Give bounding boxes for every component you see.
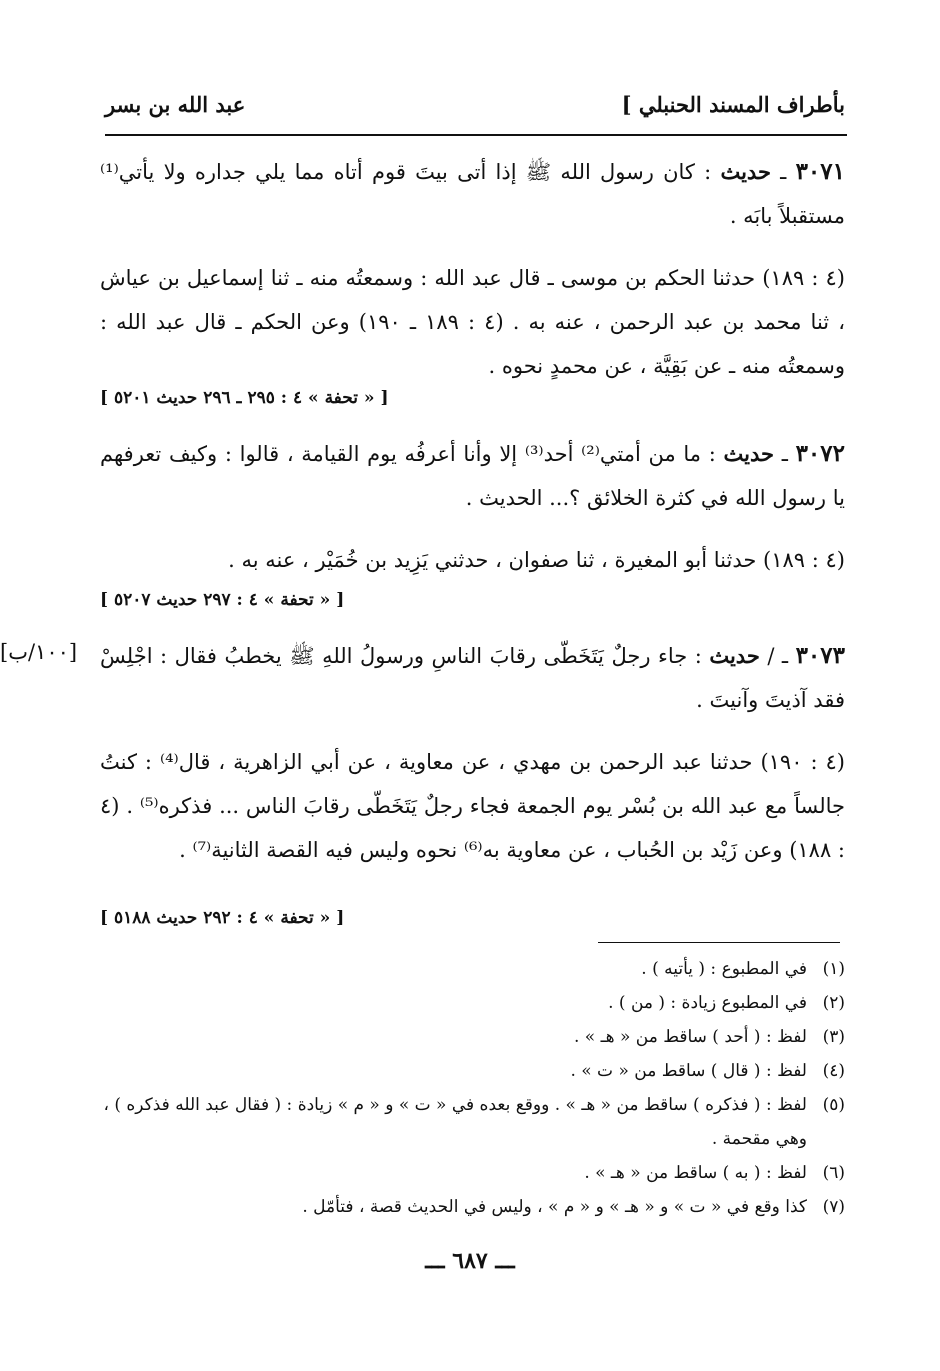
footnote-text: لفظ : ( قال ) ساقط من « ت » . <box>570 1061 807 1081</box>
footnote-separator <box>598 942 840 943</box>
footnote <box>100 952 845 986</box>
footnote-text: كذا وقع في « ت » و « هـ » و « م » ، وليس في الحديث قصة ، فتأمّل . <box>302 1197 807 1217</box>
footnote <box>100 1156 845 1190</box>
footnote-text: لفظ : ( به ) ساقط من « هـ » . <box>584 1163 807 1183</box>
book-title-header: بأطراف المسند الحنبلي ] <box>621 92 845 117</box>
hadith-3073-text <box>100 634 845 722</box>
footnote-number: (٦) <box>822 1163 845 1183</box>
footnote-text: في المطبوع زيادة : ( من ) . <box>608 993 807 1013</box>
footnote-text: لفظ : ( فذكره ) ساقط من « هـ » . ووقع بعده في « ت » و « م » زيادة : ( فقال عبد الله فذكره ) ، وهي مقحمة . <box>103 1095 807 1149</box>
manuscript-folio-marker: [١٠٠/ب] <box>0 640 78 664</box>
page-number: ـــ ٦٨٧ ـــ <box>425 1248 515 1274</box>
footnote <box>100 1054 845 1088</box>
footnote-number: (٧) <box>822 1197 845 1217</box>
hadith-3071-text <box>100 150 845 238</box>
hadith-number: ٣٠٧٣ <box>795 642 845 669</box>
hadith-keyword: حديث <box>723 441 775 466</box>
hadith-matn: : ما من أمتي⁽²⁾ أحد⁽³⁾ إلا وأنا أعرفُه يوم القيامة ، قالوا : وكيف تعرفهم يا رسول الله في كثرة الخلائق ؟... الحديث . <box>100 442 845 510</box>
footnote-number: (٤) <box>822 1061 845 1081</box>
hadith-dash: ـ <box>781 442 788 466</box>
running-header <box>105 92 845 126</box>
hadith-3073-tuhfa: [ « تحفة » ٤ : ٢٩٢ حديث ٥١٨٨ ] <box>100 908 345 928</box>
footnote-number: (٣) <box>822 1027 845 1047</box>
hadith-3073-chain: (٤ : ١٩٠) حدثنا عبد الرحمن بن مهدي ، عن معاوية ، عن أبي الزاهرية ، قال⁽⁴⁾ : كنتُ جالساً مع عبد الله بن بُسْر يوم الجمعة فجاء رجلٌ يَتَخَطّى رقابَ الناس ... فذكره⁽⁵⁾ . (٤ : ١٨٨) وعن زَيْد بن الحُباب ، عن معاوية به⁽⁶⁾ نحوه وليس فيه القصة الثانية⁽⁷⁾ . <box>100 750 845 862</box>
section-title-header: عبد الله بن بسر <box>105 92 246 117</box>
hadith-3072-chain: (٤ : ١٨٩) حدثنا أبو المغيرة ، ثنا صفوان ، حدثني يَزِيد بن خُمَيْر ، عنه به . <box>228 548 845 572</box>
hadith-3071-chain: (٤ : ١٨٩) حدثنا الحكم بن موسى ـ قال عبد الله : وسمعتُه منه ـ ثنا إسماعيل بن عياش ، ثنا محمد بن عبد الرحمن ، عنه به . (٤ : ١٨٩ ـ ١٩٠) وعن الحكم ـ قال عبد الله : وسمعتُه منه ـ عن بَقِيَّة ، عن محمدٍ نحوه . <box>100 266 845 378</box>
footnote-number: (١) <box>822 959 845 979</box>
footnotes <box>100 952 845 1224</box>
hadith-number: ٣٠٧٢ <box>795 440 845 467</box>
hadith-number: ٣٠٧١ <box>795 158 845 185</box>
hadith-matn: : كان رسول الله ﷺ إذا أتى بيتَ قوم أتاه مما يلي جداره ولا يأتي⁽¹⁾ مستقبلاً بابَه . <box>100 160 845 228</box>
footnote <box>100 986 845 1020</box>
footnote <box>100 1020 845 1054</box>
hadith-3072-text <box>100 432 845 520</box>
hadith-matn: : جاء رجلٌ يَتَخَطّى رقابَ الناسِ ورسولُ اللهِ ﷺ يخطبُ فقال : اجْلِسْ فقد آذيتَ وآنيتَ . <box>100 644 845 712</box>
footnote <box>100 1088 845 1156</box>
hadith-dash: ـ <box>780 160 787 184</box>
hadith-dash: ـ / <box>767 644 789 668</box>
footnote-text: في المطبوع : ( يأتيه ) . <box>641 959 807 979</box>
footnote-number: (٥) <box>822 1095 845 1115</box>
footnote <box>100 1190 845 1224</box>
footnote-number: (٢) <box>822 993 845 1013</box>
hadith-3071-tuhfa: [ « تحفة » ٤ : ٢٩٥ ـ ٢٩٦ حديث ٥٢٠١ ] <box>100 388 389 408</box>
footnote-text: لفظ : ( أحد ) ساقط من « هـ » . <box>574 1027 807 1047</box>
hadith-3072-tuhfa: [ « تحفة » ٤ : ٢٩٧ حديث ٥٢٠٧ ] <box>100 590 345 610</box>
hadith-keyword: حديث <box>709 643 760 668</box>
hadith-keyword: حديث <box>720 159 771 184</box>
header-rule <box>105 134 847 136</box>
